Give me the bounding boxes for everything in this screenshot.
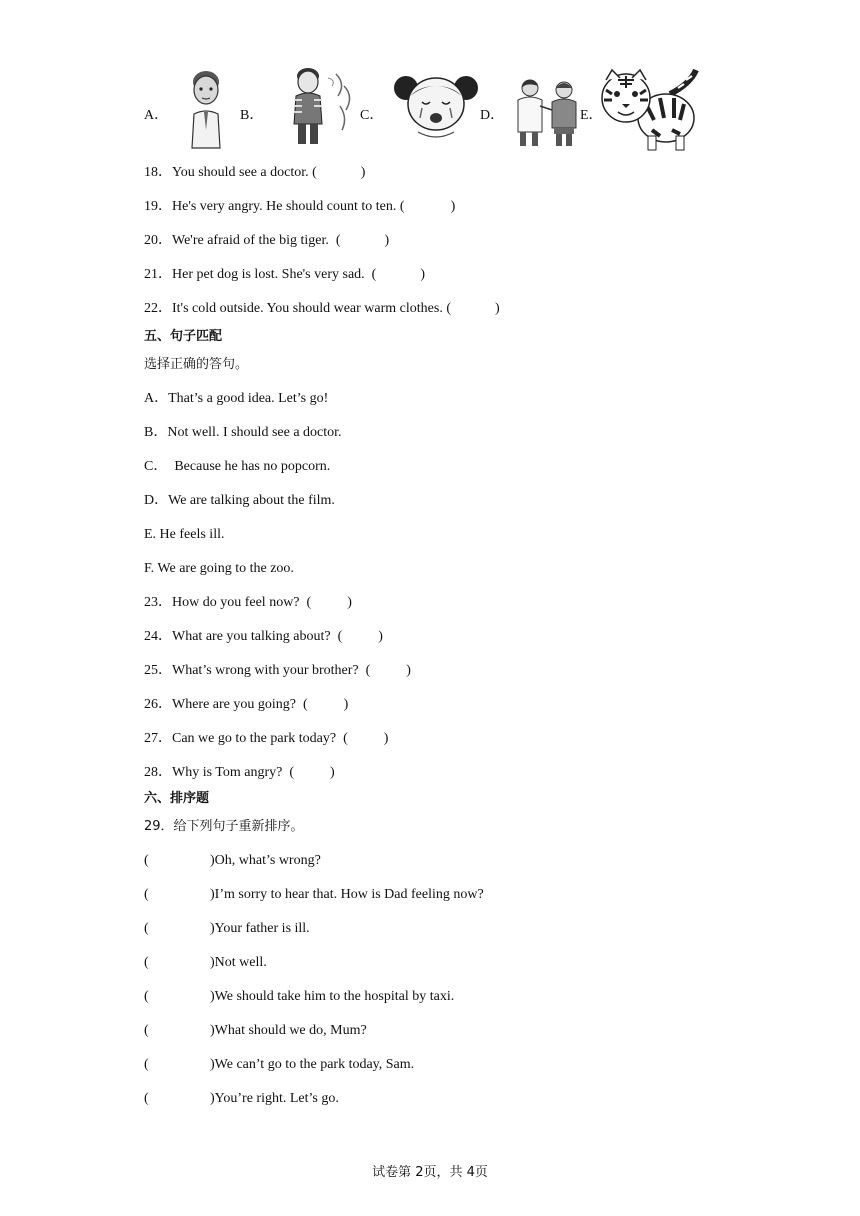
question-number: 19．: [144, 199, 172, 214]
question-26: [144, 696, 348, 714]
question-text: Her pet dog is lost. She's very sad. (: [172, 267, 377, 282]
question-number: 25．: [144, 663, 172, 678]
picture-label-c: C．: [360, 108, 384, 123]
option-a: A．That’s a good idea. Let’s go!: [144, 391, 329, 406]
order-item: [144, 886, 484, 904]
order-blank[interactable]: (: [144, 853, 149, 868]
option-b: B．Not well. I should see a doctor.: [144, 425, 342, 440]
question-19: [144, 198, 455, 216]
paren-close: ): [330, 765, 335, 780]
order-sentence: )I’m sorry to hear that. How is Dad feeling now?: [210, 887, 484, 902]
question-20: [144, 232, 389, 250]
order-item: [144, 954, 267, 972]
question-text: What are you talking about? (: [172, 629, 343, 644]
order-sentence: )What should we do, Mum?: [210, 1023, 367, 1038]
question-text: You should see a doctor. (: [172, 165, 317, 180]
order-sentence: )We should take him to the hospital by taxi.: [210, 989, 455, 1004]
question-number: 23．: [144, 595, 172, 610]
question-number: 26．: [144, 697, 172, 712]
question-number: 21．: [144, 267, 172, 282]
question-text: We're afraid of the big tiger. (: [172, 233, 341, 248]
order-sentence: )Your father is ill.: [210, 921, 310, 936]
order-item: [144, 920, 310, 938]
question-text: Where are you going? (: [172, 697, 308, 712]
paren-close: ): [378, 629, 383, 644]
order-sentence: )Oh, what’s wrong?: [210, 853, 321, 868]
question-28: [144, 764, 335, 782]
section-heading-5: 五、句子匹配: [144, 329, 223, 344]
option-e: E. He feels ill.: [144, 527, 225, 542]
question-text: It's cold outside. You should wear warm clothes. (: [172, 301, 451, 316]
question-number: 27．: [144, 731, 172, 746]
order-blank[interactable]: (: [144, 1091, 149, 1106]
paren-close: ): [420, 267, 425, 282]
question-27: [144, 730, 388, 748]
order-item: [144, 1022, 367, 1040]
picture-label-e: E．: [580, 108, 603, 123]
picture-options: [144, 64, 704, 154]
question-text: Why is Tom angry? (: [172, 765, 295, 780]
picture-label-b: B．: [240, 108, 264, 123]
picture-label-a: A．: [144, 108, 169, 123]
order-sentence: )We can’t go to the park today, Sam.: [210, 1057, 415, 1072]
question-text: He's very angry. He should count to ten. (: [172, 199, 405, 214]
option-f: F. We are going to the zoo.: [144, 561, 294, 576]
option-c: C． Because he has no popcorn.: [144, 459, 331, 474]
order-blank[interactable]: (: [144, 989, 149, 1004]
question-number: 28．: [144, 765, 172, 780]
order-blank[interactable]: (: [144, 887, 149, 902]
question-text: How do you feel now? (: [172, 595, 312, 610]
man-in-suit-icon: [184, 68, 228, 150]
question-number: 22．: [144, 301, 172, 316]
order-blank[interactable]: (: [144, 921, 149, 936]
question-text: What’s wrong with your brother? (: [172, 663, 371, 678]
section-instruction: 选择正确的答句。: [144, 357, 249, 372]
question-number: 18．: [144, 165, 172, 180]
question-21: [144, 266, 425, 284]
question-text: Can we go to the park today? (: [172, 731, 348, 746]
question-29: 29．给下列句子重新排序。: [144, 819, 304, 834]
order-item: [144, 1090, 339, 1108]
page-footer: 试卷第 2页，共 4页: [372, 1165, 488, 1180]
paren-close: ): [383, 731, 389, 746]
order-sentence: )You’re right. Let’s go.: [210, 1091, 339, 1106]
paren-close: ): [347, 595, 352, 610]
tiger-icon: [600, 64, 700, 152]
paren-close: ): [406, 663, 411, 678]
order-item: [144, 988, 454, 1006]
question-22: [144, 300, 500, 318]
question-23: [144, 594, 352, 612]
question-24: [144, 628, 383, 646]
order-blank[interactable]: (: [144, 1057, 149, 1072]
paren-close: ): [384, 233, 390, 248]
question-18: [144, 164, 365, 182]
question-number: 24．: [144, 629, 172, 644]
order-item: [144, 852, 321, 870]
paren-close: ): [495, 301, 500, 316]
paren-close: ): [360, 165, 366, 180]
order-blank[interactable]: (: [144, 1023, 149, 1038]
question-25: [144, 662, 411, 680]
cold-shivering-boy-icon: [288, 66, 362, 150]
option-d: D．We are talking about the film.: [144, 493, 335, 508]
question-number: 20．: [144, 233, 172, 248]
paren-close: ): [450, 199, 456, 214]
paren-close: ): [343, 697, 349, 712]
doctor-patient-icon: [512, 76, 584, 148]
order-blank[interactable]: (: [144, 955, 149, 970]
crying-girl-icon: [392, 72, 480, 144]
order-sentence: )Not well.: [210, 955, 267, 970]
section-heading-6: 六、排序题: [144, 791, 210, 806]
order-item: [144, 1056, 414, 1074]
picture-label-d: D．: [480, 108, 505, 123]
